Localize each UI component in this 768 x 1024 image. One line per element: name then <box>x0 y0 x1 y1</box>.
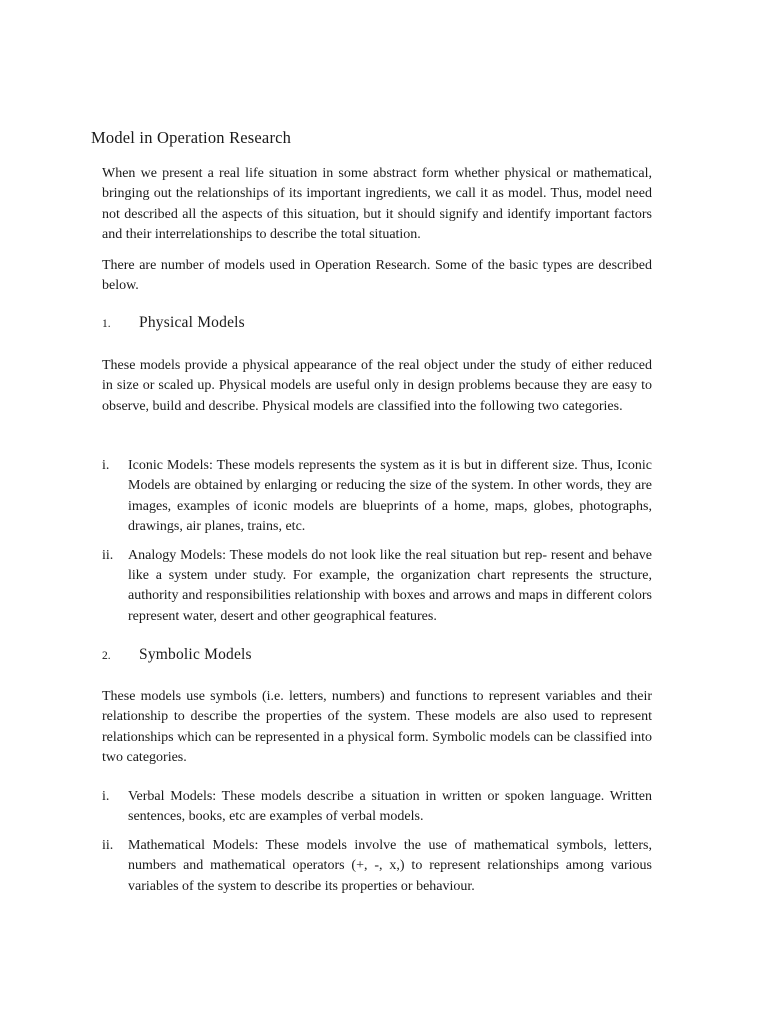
list-item-text: Analogy Models: These models do not look like the real situation but rep- resent and behave like a system under study. For example, the organization chart represents the structure, authority and responsibilities relationship with boxes and arrows and maps in different colors represent water, desert and other geographical features. <box>128 547 652 624</box>
list-item-text: Verbal Models: These models describe a situation in written or spoken language. Written sentences, books, etc are examples of verbal models. <box>128 789 652 825</box>
list-item <box>102 787 652 828</box>
section-heading-symbolic-models <box>102 646 252 664</box>
intro-paragraph-1: When we present a real life situation in some abstract form whether physical or mathematical, bringing out the relationships of its important ingredients, we call it as model. Thus, model need not described all the aspects of this situation, but it should signify and identify important factors and their interrelationships to describe the total situation. <box>102 166 652 243</box>
section-number: 1. <box>102 318 111 330</box>
list-marker: ii. <box>102 837 114 853</box>
list-marker: ii. <box>102 547 114 563</box>
section-title: Physical Models <box>139 314 245 331</box>
physical-models-paragraph: These models provide a physical appearance of the real object under the study of either reduced in size or scaled up. Physical models are useful only in design problems because they are easy to observe, build and describe. Physical models are classified into the following two categories. <box>102 358 652 414</box>
list-item <box>102 546 652 628</box>
list-item <box>102 836 652 897</box>
list-item-text: Iconic Models: These models represents the system as it is but in different size. Thus, Iconic Models are obtained by enlarging or reducing the size of the system. In other words, they are images, examples of iconic models are blueprints of a home, maps, globes, photographs, drawings, air planes, trains, etc. <box>128 458 652 535</box>
list-item-text: Mathematical Models: These models involve the use of mathematical symbols, letters, numbers and mathematical operators (+, -, x,) to represent relationships among various variables of the system to describe its properties or behaviour. <box>128 837 652 894</box>
symbolic-models-list <box>102 787 652 897</box>
section-title: Symbolic Models <box>139 646 252 663</box>
physical-models-list <box>102 456 652 627</box>
list-marker: i. <box>102 458 110 473</box>
intro-paragraph-2: There are number of models used in Operation Research. Some of the basic types are described below. <box>102 258 652 294</box>
section-heading-physical-models <box>102 314 245 332</box>
list-item <box>102 456 652 538</box>
symbolic-models-paragraph: These models use symbols (i.e. letters, numbers) and functions to represent variables and their relationship to describe the properties of the system. These models are also used to represent relationships which can be represented in a physical form. Symbolic models can be classified into two categories. <box>102 689 652 766</box>
list-marker: i. <box>102 789 110 804</box>
section-number: 2. <box>102 650 111 662</box>
page-title: Model in Operation Research <box>91 128 292 147</box>
